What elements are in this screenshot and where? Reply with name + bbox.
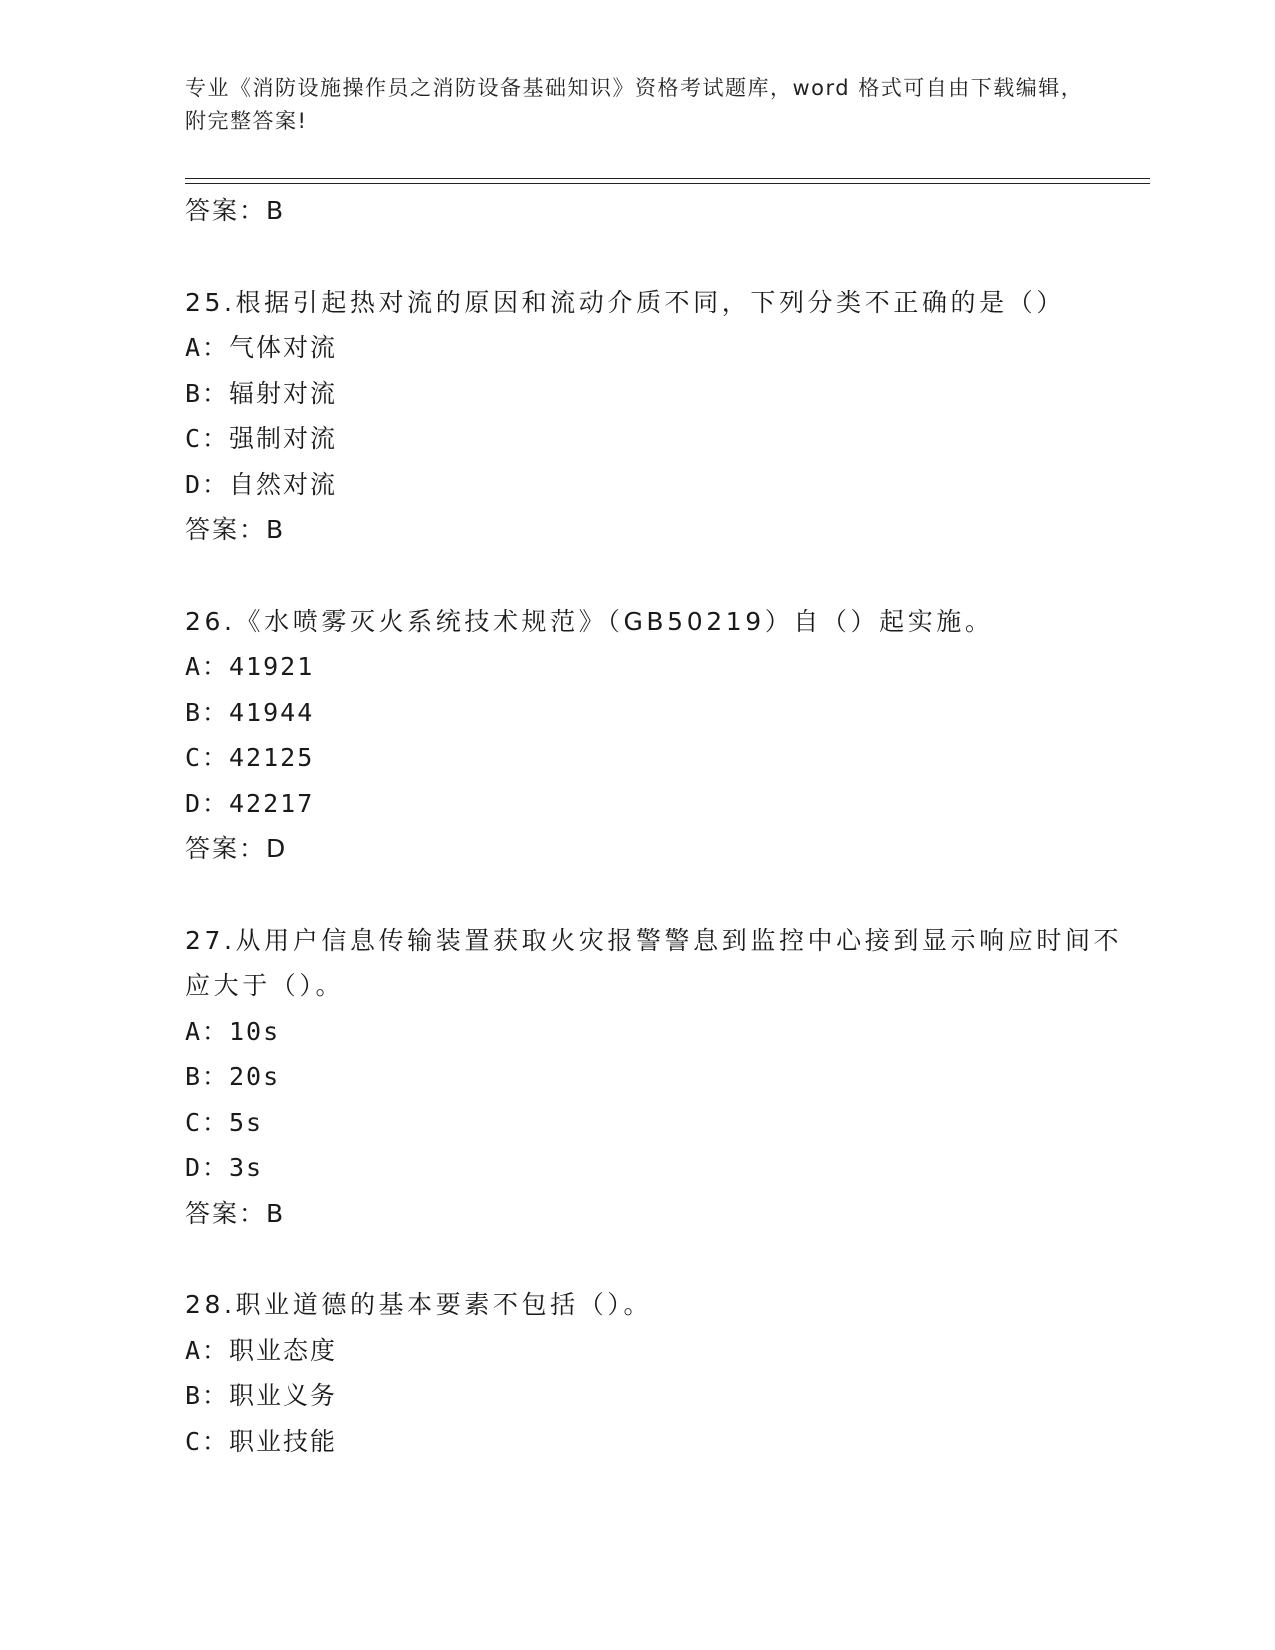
question-stem: 28.职业道德的基本要素不包括（）。 (185, 1290, 653, 1319)
option-a (185, 1009, 1125, 1055)
option-a (185, 644, 1125, 690)
option-text: 气体对流 (229, 333, 338, 362)
option-key: A： (185, 1335, 230, 1365)
option-key: B： (185, 697, 230, 727)
option-key: B： (185, 1381, 230, 1410)
option-text: 3s (229, 1153, 264, 1182)
option-a (185, 325, 1125, 371)
option-c (185, 416, 1125, 462)
option-key: A： (185, 1016, 230, 1046)
option-text: 5s (229, 1107, 264, 1137)
option-text: 自然对流 (229, 469, 338, 499)
option-text: 职业技能 (229, 1426, 338, 1456)
option-d (185, 781, 1125, 827)
header-divider-bottom (185, 183, 1150, 184)
option-key: A： (185, 333, 230, 362)
option-text: 职业态度 (229, 1335, 338, 1365)
answer-line: 答案：B (185, 196, 286, 225)
option-text: 职业义务 (229, 1381, 338, 1410)
answer-line: 答案：B (185, 515, 286, 544)
option-key: C： (185, 743, 230, 772)
option-key: C： (185, 1107, 230, 1137)
option-key: A： (185, 652, 230, 681)
question-stem: 26.《水喷雾灭火系统技术规范》（GB50219）自（）起实施。 (185, 606, 994, 636)
option-text: 辐射对流 (229, 378, 338, 408)
spacer (185, 553, 1125, 599)
option-text: 强制对流 (229, 424, 338, 453)
spacer (185, 872, 1125, 918)
option-key: D： (185, 788, 230, 818)
question-stem: 25.根据引起热对流的原因和流动介质不同，下列分类不正确的是（） (185, 287, 1065, 317)
question-item (185, 918, 1125, 1237)
spacer (185, 234, 1125, 280)
option-key: B： (185, 1062, 230, 1091)
option-c (185, 1100, 1125, 1146)
option-key: C： (185, 424, 230, 453)
option-text: 10s (229, 1016, 281, 1046)
option-key: D： (185, 1153, 230, 1182)
question-stem: 27.从用户信息传输装置获取火灾报警警息到监控中心接到显示响应时间不应大于（）。 (185, 925, 1123, 1000)
option-text: 41944 (229, 697, 315, 727)
option-key: C： (185, 1426, 230, 1456)
option-c (185, 1419, 1125, 1465)
document-header: 专业《消防设施操作员之消防设备基础知识》资格考试题库，word 格式可自由下载编辑，附完整答案! (185, 76, 1084, 133)
option-b (185, 690, 1125, 736)
option-b (185, 371, 1125, 417)
question-item (185, 1282, 1125, 1464)
option-a (185, 1328, 1125, 1374)
option-b (185, 1373, 1125, 1419)
option-text: 42217 (229, 788, 315, 818)
question-item (185, 599, 1125, 872)
spacer (185, 1236, 1125, 1282)
answer-line: 答案：B (185, 1198, 286, 1228)
header-divider-top (185, 178, 1150, 179)
option-text: 41921 (229, 652, 315, 681)
option-text: 42125 (229, 743, 315, 772)
option-b (185, 1054, 1125, 1100)
answer-line: 答案：D (185, 834, 288, 863)
option-key: B： (185, 378, 230, 408)
question-item (185, 280, 1125, 553)
option-d (185, 462, 1125, 508)
option-text: 20s (229, 1062, 281, 1091)
option-c (185, 735, 1125, 781)
option-key: D： (185, 469, 230, 499)
question-list (185, 188, 1125, 1464)
option-d (185, 1145, 1125, 1191)
